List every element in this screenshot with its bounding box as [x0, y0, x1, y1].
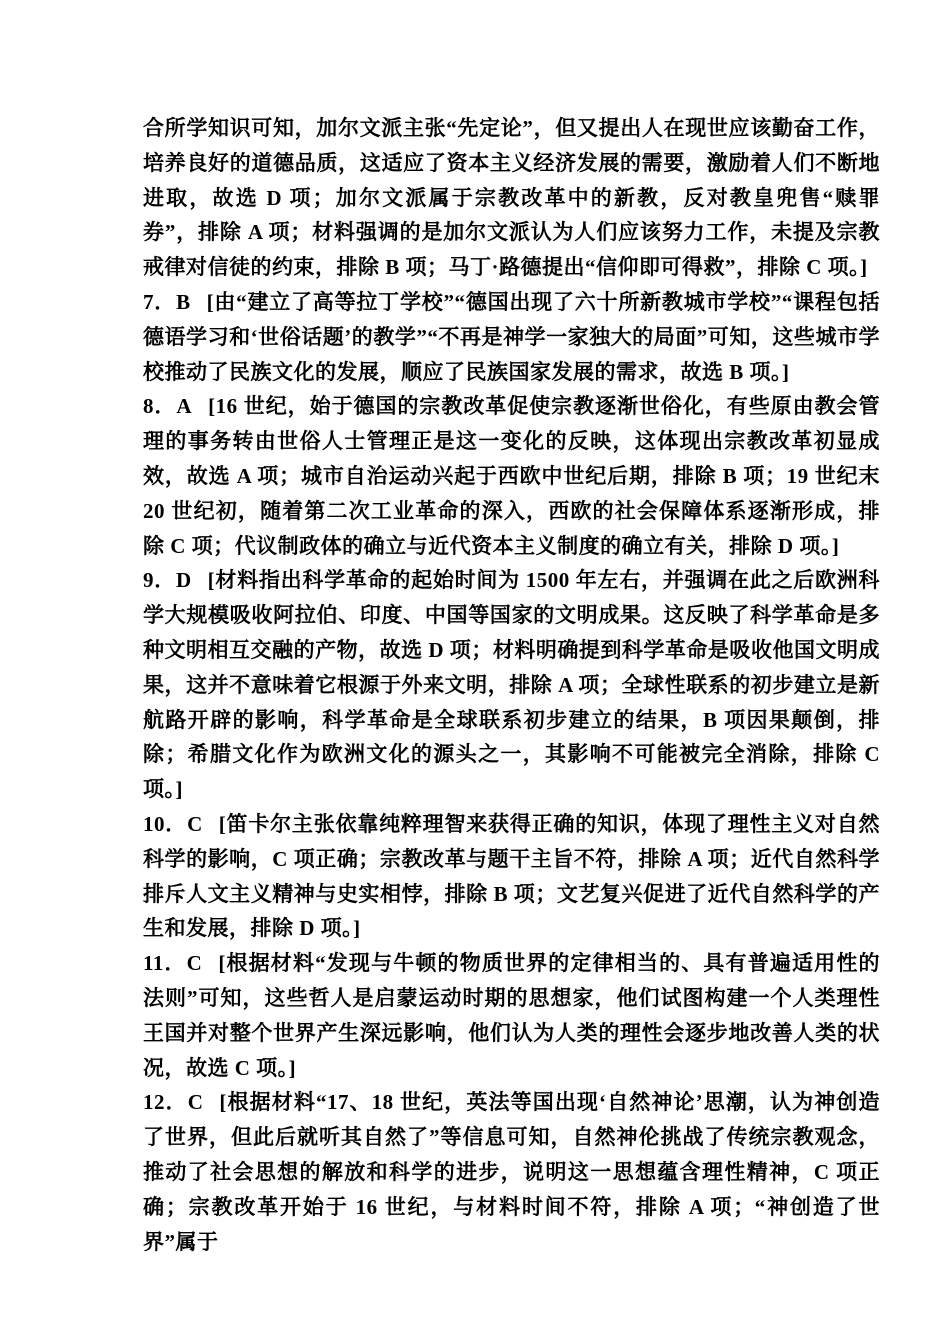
answer-item-9	[143, 563, 880, 807]
answer-item-12	[143, 1085, 880, 1259]
question-number-answer-7: 7．B	[143, 289, 191, 314]
answer-item-8	[143, 389, 880, 563]
answer-item-7	[143, 285, 880, 389]
answer-body: [根据材料“17、18 世纪，英法等国出现‘自然神论’思潮，认为神创造了世界，但此后就听其自然了”等信息可知，自然神伦挑战了传统宗教观念，推动了社会思想的解放和科学的进步，说明这一思想蕴含理性精神，C 项正确；宗教改革开始于 16 世纪，与材料时间不符，排除 A 项；“神创造了世界”属于	[143, 1090, 880, 1254]
answer-body: [由“建立了高等拉丁学校”“德国出现了六十所新教城市学校”“课程包括德语学习和‘世俗话题’的教学”“不再是神学一家独大的局面”可知，这些城市学校推动了民族文化的发展，顺应了民族国家发展的需求，故选 B 项。]	[143, 289, 880, 384]
question-number-answer-12: 12．C	[143, 1090, 204, 1115]
question-number-answer-8: 8．A	[143, 394, 193, 419]
answer-item-10	[143, 807, 880, 946]
answer-body: 合所学知识可知，加尔文派主张“先定论”，但又提出人在现世应该勤奋工作，培养良好的道德品质，这适应了资本主义经济发展的需要，激励着人们不断地进取，故选 D 项；加尔文派属于宗教改革中的新教，反对教皇兜售“赎罪券”，排除 A 项；材料强调的是加尔文派认为人们应该努力工作，未提及宗教戒律对信徒的约束，排除 B 项；马丁·路德提出“信仰即可得救”，排除 C 项。]	[143, 116, 880, 280]
answer-body: [笛卡尔主张依靠纯粹理智来获得正确的知识，体现了理性主义对自然科学的影响，C 项正确；宗教改革与题干主旨不符，排除 A 项；近代自然科学排斥人文主义精神与史实相悖，排除 B 项；文艺复兴促进了近代自然科学的产生和发展，排除 D 项。]	[143, 811, 880, 941]
answer-key-text-block	[143, 111, 880, 1259]
question-number-answer-9: 9．D	[143, 568, 192, 593]
answer-item-11	[143, 946, 880, 1085]
answer-body: [16 世纪，始于德国的宗教改革促使宗教逐渐世俗化，有些原由教会管理的事务转由世俗人士管理正是这一变化的反映，这体现出宗教改革初显成效，故选 A 项；城市自治运动兴起于西欧中世纪后期，排除 B 项；19 世纪末 20 世纪初，随着第二次工业革命的深入，西欧的社会保障体系逐渐形成，排除 C 项；代议制政体的确立与近代资本主义制度的确立有关，排除 D 项。]	[143, 394, 880, 558]
question-number-answer-11: 11．C	[143, 951, 203, 976]
answer-body: [材料指出科学革命的起始时间为 1500 年左右，并强调在此之后欧洲科学大规模吸收阿拉伯、印度、中国等国家的文明成果。这反映了科学革命是多种文明相互交融的产物，故选 D 项；材料明确提到科学革命是吸收他国文明成果，这并不意味着它根源于外来文明，排除 A 项；全球性联系的初步建立是新航路开辟的影响，科学革命是全球联系初步建立的结果，B 项因果颠倒，排除；希腊文化作为欧洲文化的源头之一，其影响不可能被完全消除，排除 C 项。]	[143, 568, 880, 802]
question-number-answer-10: 10．C	[143, 811, 203, 836]
answer-body: [根据材料“发现与牛顿的物质世界的定律相当的、具有普遍适用性的法则”可知，这些哲人是启蒙运动时期的思想家，他们试图构建一个人类理性王国并对整个世界产生深远影响，他们认为人类的理性会逐步地改善人类的状况，故选 C 项。]	[143, 951, 880, 1080]
answer-continuation-paragraph	[143, 111, 880, 285]
